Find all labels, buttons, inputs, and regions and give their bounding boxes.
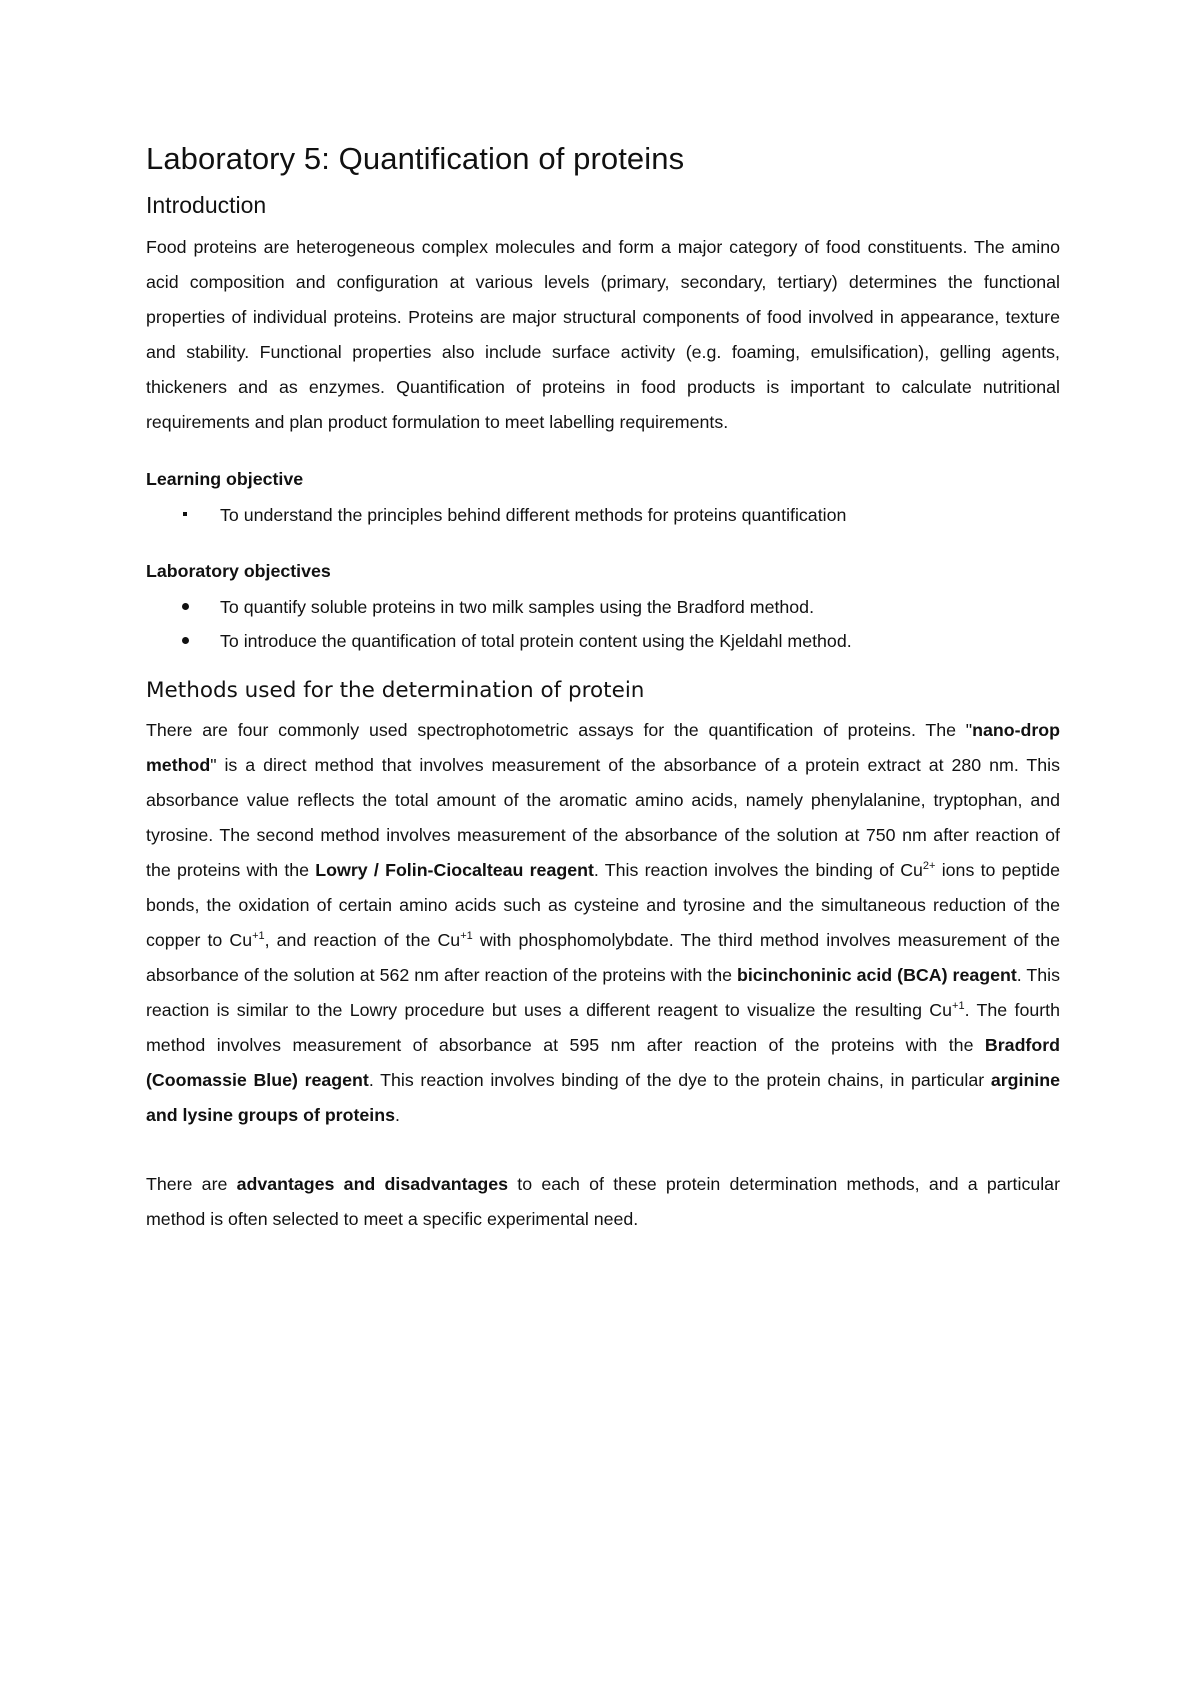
text-run: . This reaction involves binding of the dye to the protein chains, in particular xyxy=(368,1069,991,1090)
list-item xyxy=(146,498,1060,532)
bold-term: arginine and lysine groups of proteins xyxy=(146,1069,1060,1125)
list-item xyxy=(146,590,1060,624)
list-item xyxy=(146,624,1060,658)
introduction-heading: Introduction xyxy=(146,192,267,219)
bold-term: nano-drop method xyxy=(146,719,1060,775)
document-title: Laboratory 5: Quantification of proteins xyxy=(146,141,685,176)
superscript: 2+ xyxy=(922,859,936,872)
bold-term: advantages and disadvantages xyxy=(236,1173,509,1194)
learning-objective-heading: Learning objective xyxy=(146,468,304,489)
disc-bullet-icon xyxy=(182,603,189,610)
text-run: to each of these protein determination methods, and a particular method is often selected to meet a specific experimental need. xyxy=(146,1173,1060,1229)
list-item-text: To quantify soluble proteins in two milk samples using the Bradford method. xyxy=(220,596,815,617)
text-run: ions to peptide bonds, the oxidation of certain amino acids such as cysteine and tyrosine and the simultaneous reduction of the copper to Cu xyxy=(146,859,1060,950)
bold-term: Lowry / Folin-Ciocalteau reagent xyxy=(315,859,594,880)
superscript: +1 xyxy=(460,929,473,942)
learning-objective-list xyxy=(146,498,1060,532)
bold-term: Bradford (Coomassie Blue) reagent xyxy=(146,1034,1060,1090)
laboratory-objectives-list xyxy=(146,590,1060,658)
laboratory-objectives-heading: Laboratory objectives xyxy=(146,560,331,581)
text-run: . xyxy=(394,1104,400,1125)
text-run: . This reaction is similar to the Lowry procedure but uses a different reagent to visualize the resulting Cu xyxy=(146,964,1060,1020)
list-item-text: To understand the principles behind different methods for proteins quantification xyxy=(220,504,847,525)
methods-paragraph xyxy=(146,713,1060,1133)
text-run: " is a direct method that involves measurement of the absorbance of a protein extract at 280 nm. This absorbance value reflects the total amount of the aromatic amino acids, namely phenylalanine, tryptophan, and tyrosine. The second method involves measurement of the absorbance of the solution at 750 nm after reaction of the proteins with the xyxy=(146,754,1060,880)
text-run: . This reaction involves the binding of Cu xyxy=(593,859,923,880)
disc-bullet-icon xyxy=(182,637,189,644)
list-item-text: To introduce the quantification of total protein content using the Kjeldahl method. xyxy=(220,630,852,651)
text-run: There are xyxy=(146,1173,237,1194)
bold-term: bicinchoninic acid (BCA) reagent xyxy=(736,964,1017,985)
advantages-paragraph xyxy=(146,1167,1060,1237)
text-run: with phosphomolybdate. The third method involves measurement of the absorbance of the solution at 562 nm after reaction of the proteins with the xyxy=(146,929,1060,985)
square-bullet-icon xyxy=(183,512,187,516)
document-page xyxy=(146,140,1060,1237)
superscript: +1 xyxy=(952,999,965,1012)
superscript: +1 xyxy=(252,929,265,942)
introduction-paragraph: Food proteins are heterogeneous complex molecules and form a major category of food constituents. The amino acid composition and configuration at various levels (primary, secondary, tertiary) determines the functional properties of individual proteins. Proteins are major structural components of food involved in appearance, texture and stability. Functional properties also include surface activity (e.g. foaming, emulsification), gelling agents, thickeners and as enzymes. Quantification of proteins in food products is important to calculate nutritional requirements and plan product formulation to meet labelling requirements. xyxy=(146,236,1060,432)
methods-heading: Methods used for the determination of protein xyxy=(146,677,645,703)
text-run: . The fourth method involves measurement of absorbance at 595 nm after reaction of the proteins with the xyxy=(146,999,1061,1055)
text-run: There are four commonly used spectrophotometric assays for the quantification of proteins. The " xyxy=(146,719,973,740)
text-run: , and reaction of the Cu xyxy=(264,929,461,950)
